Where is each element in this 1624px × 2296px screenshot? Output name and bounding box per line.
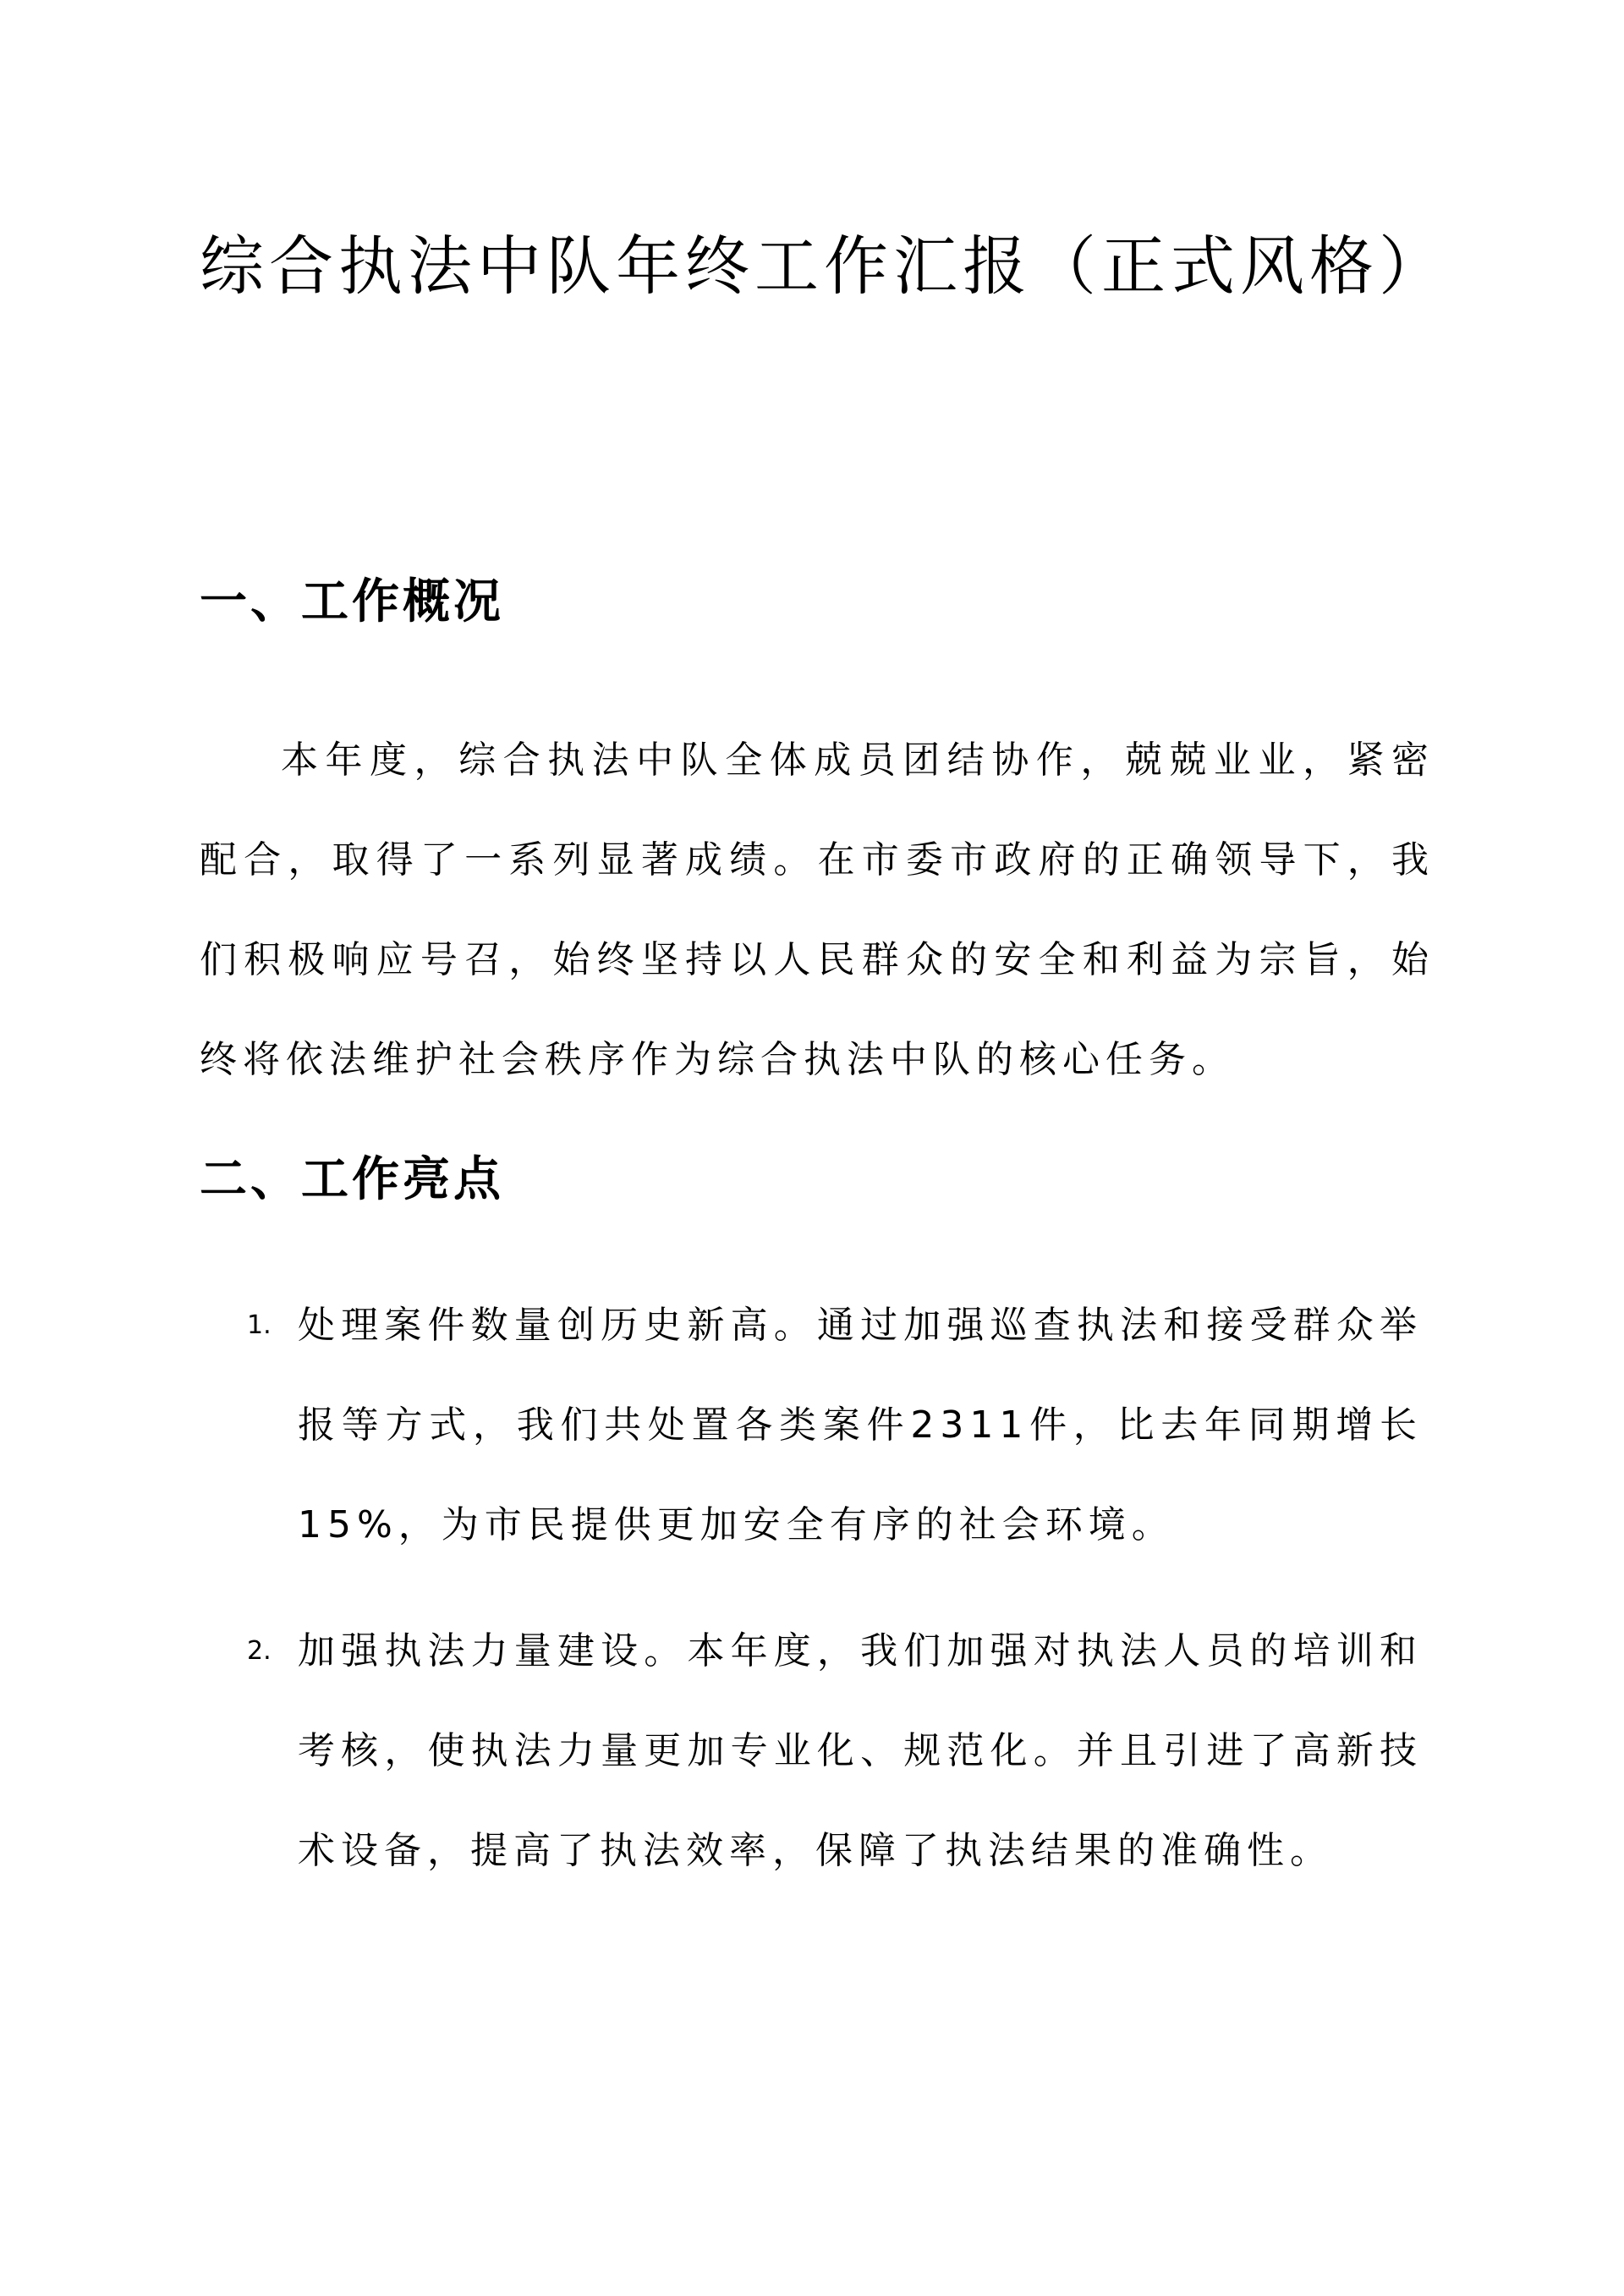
list-item-text: 加强执法力量建设。本年度，我们加强对执法人员的培训和考核，使执法力量更加专业化、规范化。并且引进了高新技术设备，提高了执法效率，保障了执法结果的准确性。 [298, 1629, 1423, 1872]
document-title: 综合执法中队年终工作汇报（正式风格） [200, 228, 1448, 304]
overview-paragraph: 本年度，综合执法中队全体成员团结协作，兢兢业业，紧密配合，取得了一系列显著成绩。在市委市政府的正确领导下，我们积极响应号召，始终坚持以人民群众的安全和利益为宗旨，始终将依法维护社会秩序作为综合执法中队的核心任务。 [200, 739, 1435, 1081]
section-heading-highlights: 二、工作亮点 [200, 1152, 504, 1207]
section-heading-overview: 一、工作概况 [200, 574, 504, 629]
list-item-number: 2. [247, 1636, 272, 1666]
list-item-text: 处理案件数量创历史新高。通过加强巡查执法和接受群众举报等方式，我们共处置各类案件2311件，比去年同期增长15%，为市民提供更加安全有序的社会环境。 [298, 1304, 1423, 1546]
list-item-number: 1. [247, 1310, 272, 1340]
